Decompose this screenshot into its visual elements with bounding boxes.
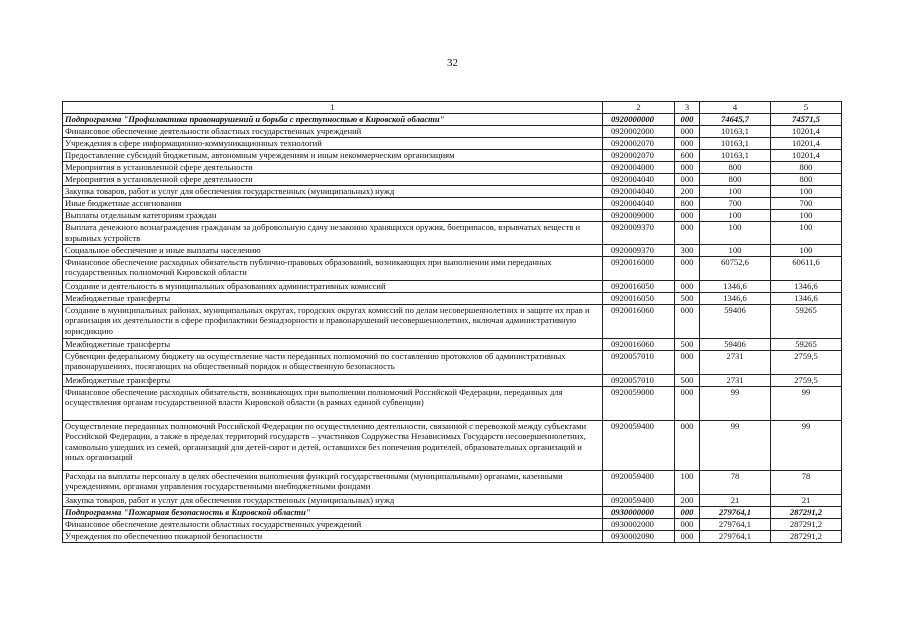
row-type-cell: 000 xyxy=(675,222,700,245)
row-code-cell: 0920059400 xyxy=(603,494,675,506)
row-code-cell: 0920016050 xyxy=(603,292,675,304)
row-type-cell: 000 xyxy=(675,386,700,420)
table-row xyxy=(63,518,842,530)
row-name-cell: Учреждения в сфере информационно-коммуникационных технологий xyxy=(63,138,603,150)
budget-table-body xyxy=(63,102,842,543)
row-type-cell: 000 xyxy=(675,114,700,126)
row-code-cell: 0920000000 xyxy=(603,114,675,126)
row-value-1-cell: 10163,1 xyxy=(700,126,771,138)
row-value-1-cell: 2731 xyxy=(700,374,771,386)
row-type-cell: 000 xyxy=(675,138,700,150)
table-row xyxy=(63,386,842,420)
table-row xyxy=(63,470,842,494)
row-value-2-cell: 21 xyxy=(771,494,842,506)
row-type-cell: 300 xyxy=(675,245,700,257)
row-code-cell: 0920009370 xyxy=(603,222,675,245)
row-value-1-cell: 100 xyxy=(700,222,771,245)
row-type-cell: 000 xyxy=(675,304,700,338)
table-row xyxy=(63,256,842,280)
row-name-cell: Социальное обеспечение и иные выплаты населению xyxy=(63,245,603,257)
table-row xyxy=(63,210,842,222)
row-name-cell: Мероприятия в установленной сфере деятельности xyxy=(63,162,603,174)
row-code-cell: 0920009000 xyxy=(603,210,675,222)
row-type-cell: 000 xyxy=(675,174,700,186)
row-type-cell: 100 xyxy=(675,470,700,494)
row-name-cell: Учреждения по обеспечению пожарной безопасности xyxy=(63,530,603,542)
row-code-cell: 0920016060 xyxy=(603,304,675,338)
row-value-1-cell: 800 xyxy=(700,174,771,186)
table-row xyxy=(63,186,842,198)
table-row xyxy=(63,174,842,186)
row-code-cell: 0920004040 xyxy=(603,186,675,198)
row-value-2-cell: 800 xyxy=(771,174,842,186)
row-value-2-cell: 59265 xyxy=(771,338,842,350)
row-code-cell: 0920059000 xyxy=(603,386,675,420)
row-type-cell: 000 xyxy=(675,420,700,470)
table-row xyxy=(63,292,842,304)
row-value-1-cell: 279764,1 xyxy=(700,506,771,518)
header-col-1: 1 xyxy=(63,102,603,114)
table-row xyxy=(63,280,842,292)
row-value-1-cell: 100 xyxy=(700,210,771,222)
row-type-cell: 000 xyxy=(675,126,700,138)
row-name-cell: Финансовое обеспечение расходных обязательств, возникающих при выполнении полномочий Российской Федерации, переданных для осуществления органам государственной власти Кировской области (в рамках единой субвенции) xyxy=(63,386,603,420)
row-value-2-cell: 99 xyxy=(771,386,842,420)
row-name-cell: Подпрограмма "Профилактика правонарушений и борьба с преступностью в Кировской области" xyxy=(63,114,603,126)
row-value-2-cell: 100 xyxy=(771,222,842,245)
row-name-cell: Расходы на выплаты персоналу в целях обеспечения выполнения функций государственными (муниципальными) органами, казенными учреждениями, органами управления государственными внебюджетными фондами xyxy=(63,470,603,494)
row-code-cell: 0920059400 xyxy=(603,420,675,470)
row-name-cell: Мероприятия в установленной сфере деятельности xyxy=(63,174,603,186)
row-code-cell: 0920057010 xyxy=(603,374,675,386)
row-code-cell: 0920059400 xyxy=(603,470,675,494)
row-value-2-cell: 287291,2 xyxy=(771,530,842,542)
row-value-2-cell: 287291,2 xyxy=(771,518,842,530)
row-value-1-cell: 60752,6 xyxy=(700,256,771,280)
header-row xyxy=(63,102,842,114)
row-code-cell: 0920009370 xyxy=(603,245,675,257)
table-row xyxy=(63,374,842,386)
row-type-cell: 500 xyxy=(675,338,700,350)
row-value-1-cell: 100 xyxy=(700,245,771,257)
table-row xyxy=(63,126,842,138)
row-value-2-cell: 700 xyxy=(771,198,842,210)
row-value-2-cell: 800 xyxy=(771,162,842,174)
row-name-cell: Иные бюджетные ассигнования xyxy=(63,198,603,210)
row-value-2-cell: 10201,4 xyxy=(771,138,842,150)
row-value-2-cell: 99 xyxy=(771,420,842,470)
row-type-cell: 000 xyxy=(675,350,700,374)
row-value-1-cell: 100 xyxy=(700,186,771,198)
row-value-2-cell: 1346,6 xyxy=(771,292,842,304)
row-type-cell: 500 xyxy=(675,292,700,304)
row-value-1-cell: 279764,1 xyxy=(700,518,771,530)
row-code-cell: 0920002070 xyxy=(603,138,675,150)
row-value-1-cell: 99 xyxy=(700,386,771,420)
row-value-2-cell: 59265 xyxy=(771,304,842,338)
row-name-cell: Подпрограмма "Пожарная безопасность в Кировской области" xyxy=(63,506,603,518)
header-col-4: 4 xyxy=(700,102,771,114)
row-value-1-cell: 2731 xyxy=(700,350,771,374)
row-code-cell: 0920016000 xyxy=(603,256,675,280)
row-name-cell: Закупка товаров, работ и услуг для обеспечения государственных (муниципальных) нужд xyxy=(63,186,603,198)
row-type-cell: 000 xyxy=(675,506,700,518)
row-name-cell: Межбюджетные трансферты xyxy=(63,338,603,350)
row-code-cell: 0920016050 xyxy=(603,280,675,292)
row-type-cell: 000 xyxy=(675,280,700,292)
row-value-1-cell: 59406 xyxy=(700,338,771,350)
row-value-2-cell: 74571,5 xyxy=(771,114,842,126)
row-code-cell: 0920057010 xyxy=(603,350,675,374)
row-value-2-cell: 10201,4 xyxy=(771,150,842,162)
row-code-cell: 0930000000 xyxy=(603,506,675,518)
table-row xyxy=(63,350,842,374)
header-col-5: 5 xyxy=(771,102,842,114)
row-value-2-cell: 100 xyxy=(771,245,842,257)
row-value-1-cell: 1346,6 xyxy=(700,280,771,292)
row-name-cell: Выплаты отдельным категориям граждан xyxy=(63,210,603,222)
row-code-cell: 0930002000 xyxy=(603,518,675,530)
row-value-1-cell: 800 xyxy=(700,162,771,174)
row-name-cell: Субвенции федеральному бюджету на осуществление части переданных полномочий по составлению протоколов об административных правонарушениях, посягающих на общественный порядок и общественную безопасность xyxy=(63,350,603,374)
table-row xyxy=(63,162,842,174)
row-type-cell: 500 xyxy=(675,374,700,386)
row-name-cell: Финансовое обеспечение расходных обязательств публично-правовых образований, возникающих при выполнении ими переданных государственных полномочий Кировской области xyxy=(63,256,603,280)
row-type-cell: 200 xyxy=(675,186,700,198)
row-name-cell: Выплата денежного вознаграждения гражданам за добровольную сдачу незаконно хранящихся оружия, боеприпасов, взрывчатых веществ и взрывных устройств xyxy=(63,222,603,245)
row-value-1-cell: 99 xyxy=(700,420,771,470)
row-code-cell: 0920004040 xyxy=(603,198,675,210)
subprogram-row xyxy=(63,506,842,518)
row-name-cell: Финансовое обеспечение деятельности областных государственных учреждений xyxy=(63,518,603,530)
row-type-cell: 200 xyxy=(675,494,700,506)
row-code-cell: 0920004000 xyxy=(603,162,675,174)
row-name-cell: Предоставление субсидий бюджетным, автономным учреждениям и иным некоммерческим организациям xyxy=(63,150,603,162)
row-code-cell: 0920016060 xyxy=(603,338,675,350)
row-value-2-cell: 287291,2 xyxy=(771,506,842,518)
table-row xyxy=(63,198,842,210)
row-value-2-cell: 2759,5 xyxy=(771,350,842,374)
row-value-1-cell: 59406 xyxy=(700,304,771,338)
row-type-cell: 000 xyxy=(675,210,700,222)
table-row xyxy=(63,138,842,150)
row-type-cell: 000 xyxy=(675,256,700,280)
row-type-cell: 800 xyxy=(675,198,700,210)
row-value-2-cell: 10201,4 xyxy=(771,126,842,138)
row-name-cell: Осуществление переданных полномочий Российской Федерации по осуществлению деятельности, связанной с перевозкой между субъектами Российской Федерации, а также в пределах территорий государств – участников Содружества Независимых Государств несовершеннолетних, самовольно ушедших из семей, организаций для детей-сирот и детей, оставшихся без попечения родителей, образовательных организаций и иных организаций xyxy=(63,420,603,470)
header-col-2: 2 xyxy=(603,102,675,114)
row-type-cell: 000 xyxy=(675,162,700,174)
row-name-cell: Финансовое обеспечение деятельности областных государственных учреждений xyxy=(63,126,603,138)
row-code-cell: 0930002090 xyxy=(603,530,675,542)
table-row xyxy=(63,420,842,470)
row-name-cell: Межбюджетные трансферты xyxy=(63,374,603,386)
subprogram-row xyxy=(63,114,842,126)
row-code-cell: 0920004040 xyxy=(603,174,675,186)
row-value-2-cell: 100 xyxy=(771,210,842,222)
row-value-1-cell: 10163,1 xyxy=(700,138,771,150)
row-value-2-cell: 1346,6 xyxy=(771,280,842,292)
row-value-2-cell: 100 xyxy=(771,186,842,198)
table-row xyxy=(63,494,842,506)
row-name-cell: Закупка товаров, работ и услуг для обеспечения государственных (муниципальных) нужд xyxy=(63,494,603,506)
table-row xyxy=(63,150,842,162)
row-value-1-cell: 10163,1 xyxy=(700,150,771,162)
row-value-1-cell: 700 xyxy=(700,198,771,210)
row-value-2-cell: 60611,6 xyxy=(771,256,842,280)
table-row xyxy=(63,222,842,245)
row-type-cell: 600 xyxy=(675,150,700,162)
table-row xyxy=(63,530,842,542)
row-code-cell: 0920002070 xyxy=(603,150,675,162)
row-value-1-cell: 279764,1 xyxy=(700,530,771,542)
header-col-3: 3 xyxy=(675,102,700,114)
row-name-cell: Создание и деятельность в муниципальных образованиях административных комиссий xyxy=(63,280,603,292)
row-value-2-cell: 2759,5 xyxy=(771,374,842,386)
table-row xyxy=(63,338,842,350)
row-value-1-cell: 74645,7 xyxy=(700,114,771,126)
row-name-cell: Создание в муниципальных районах, муниципальных округах, городских округах комиссий по делам несовершеннолетних и защите их прав и организация их деятельности в сфере профилактики безнадзорности и правонарушений несовершеннолетних, включая административную юрисдикцию xyxy=(63,304,603,338)
row-code-cell: 0920002000 xyxy=(603,126,675,138)
table-row xyxy=(63,245,842,257)
row-value-1-cell: 1346,6 xyxy=(700,292,771,304)
row-value-2-cell: 78 xyxy=(771,470,842,494)
page-number: 32 xyxy=(447,57,458,69)
budget-table xyxy=(62,101,842,543)
row-value-1-cell: 78 xyxy=(700,470,771,494)
table-row xyxy=(63,304,842,338)
row-name-cell: Межбюджетные трансферты xyxy=(63,292,603,304)
row-type-cell: 000 xyxy=(675,518,700,530)
row-value-1-cell: 21 xyxy=(700,494,771,506)
row-type-cell: 000 xyxy=(675,530,700,542)
